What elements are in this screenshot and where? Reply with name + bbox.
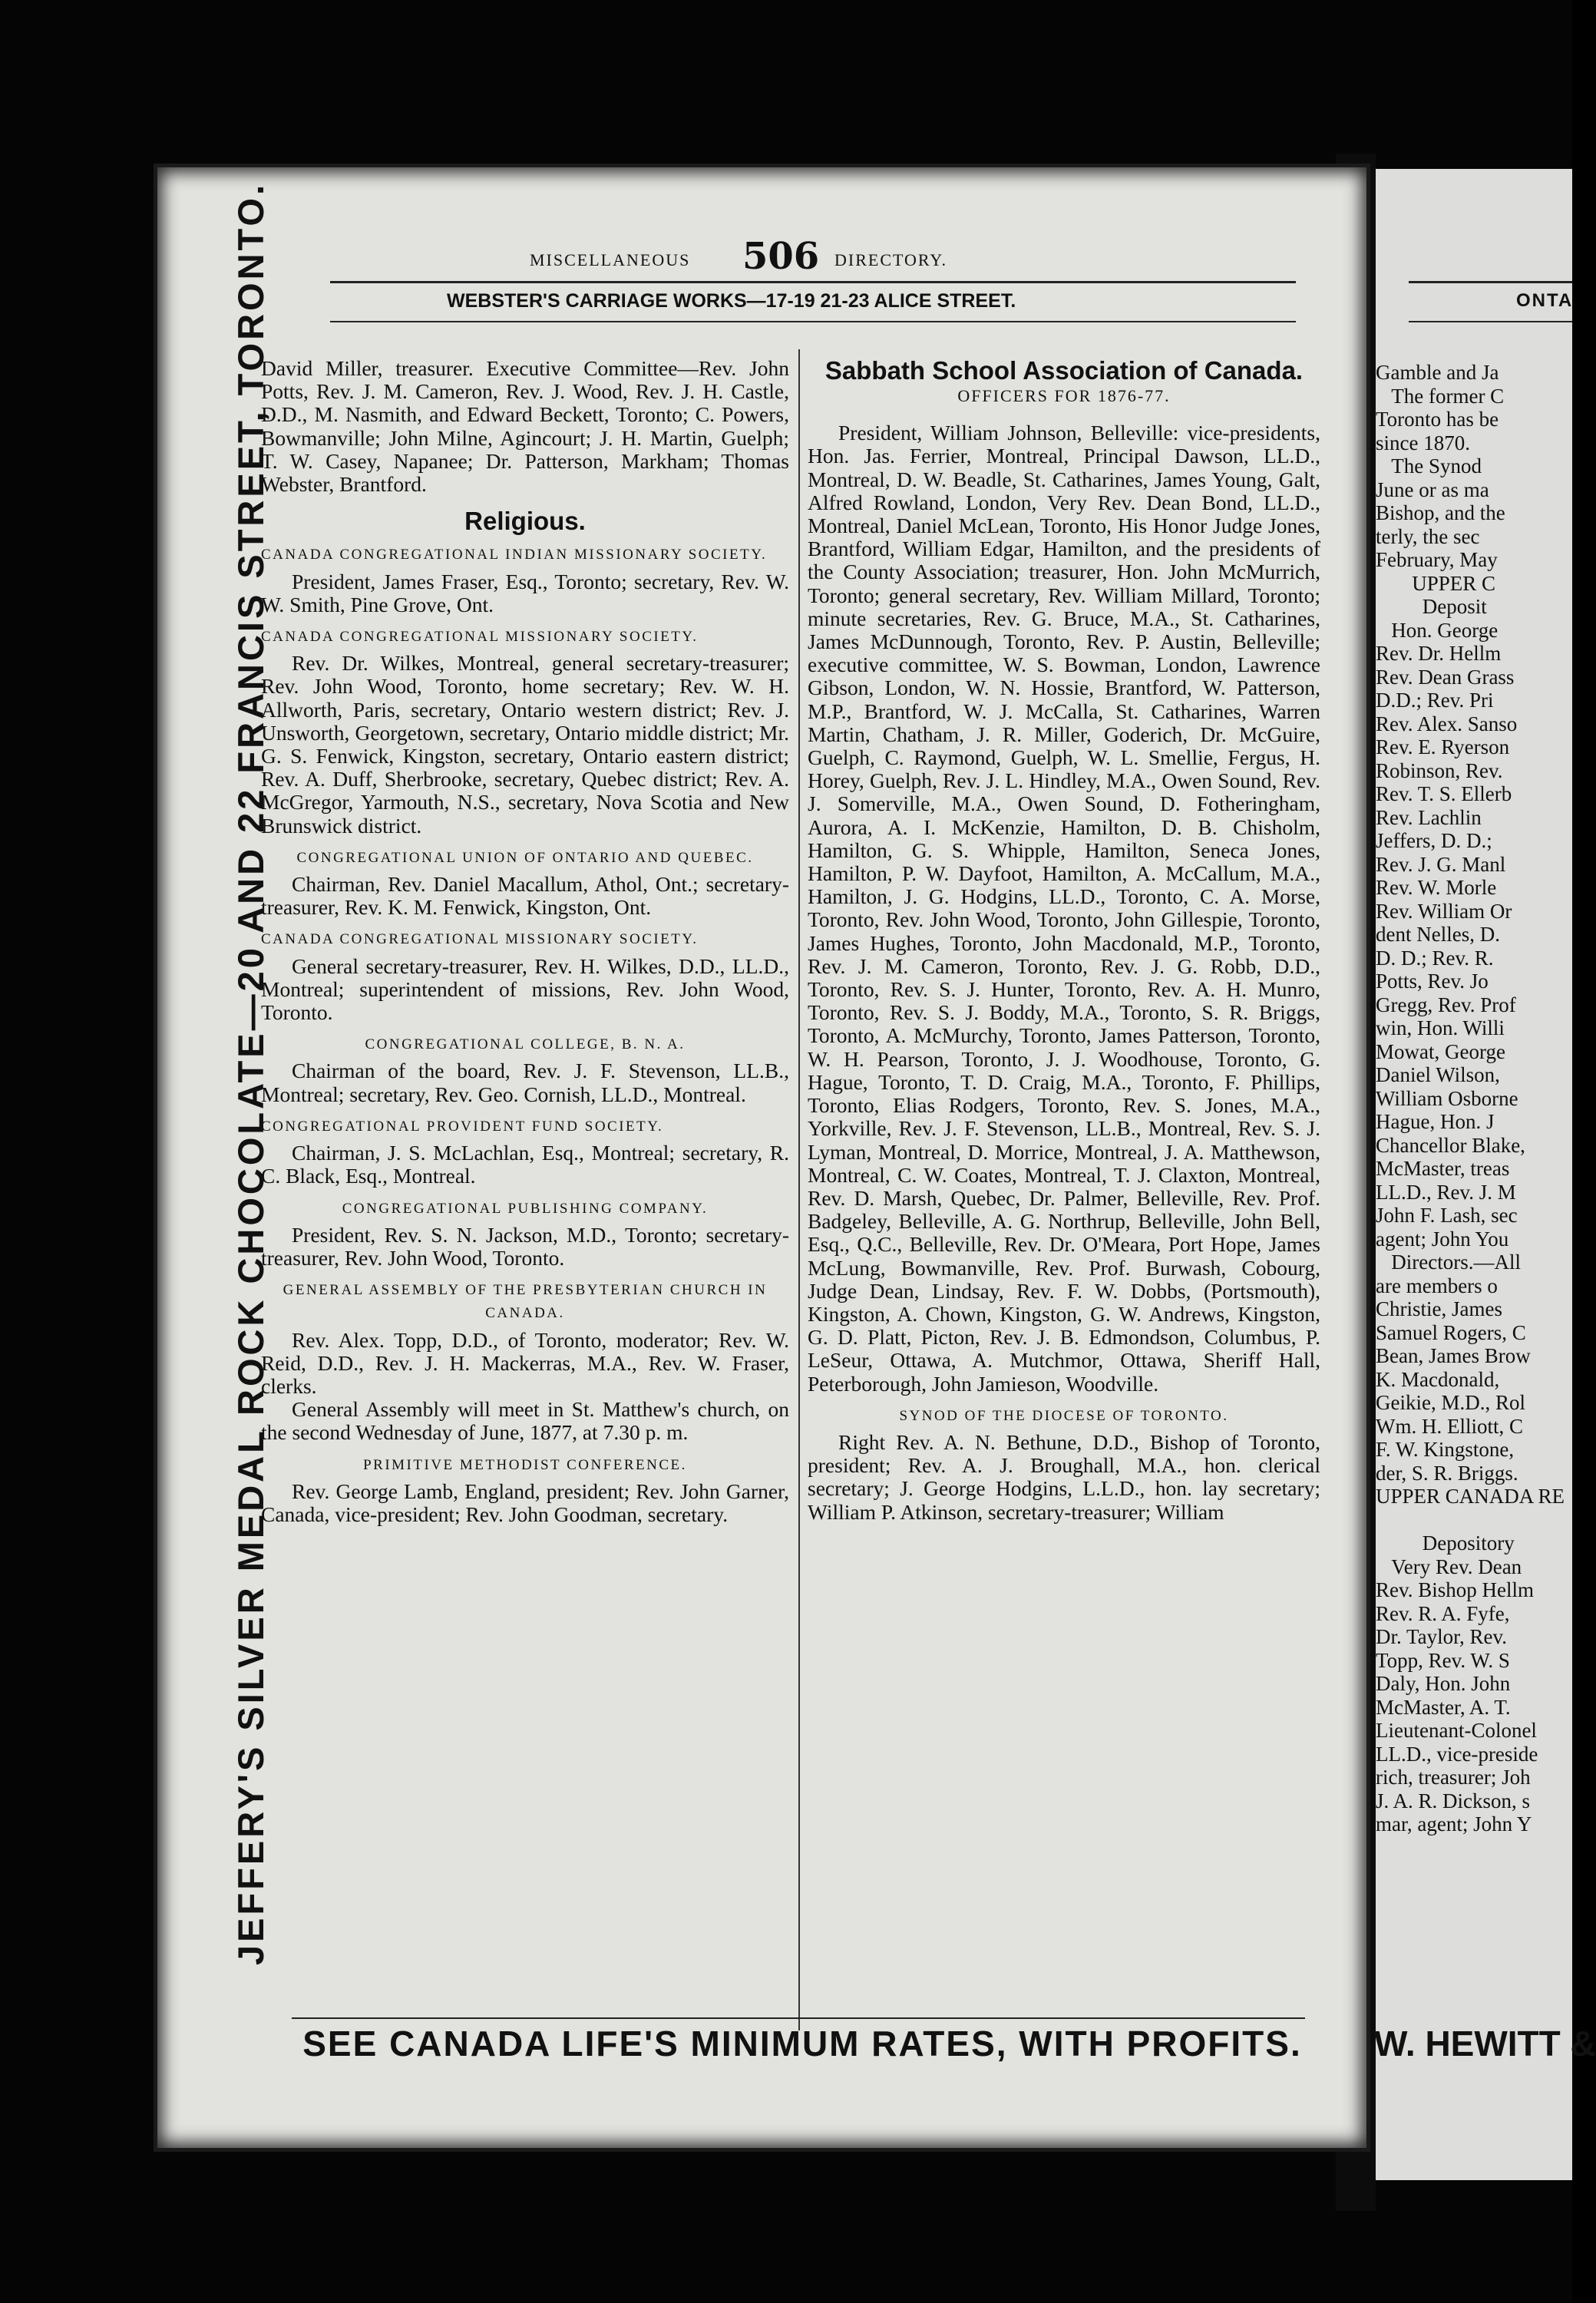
facing-page-line: Topp, Rev. W. S — [1376, 1648, 1510, 1672]
entry-text: Rev. Alex. Topp, D.D., of Toronto, moderator; Rev. W. Reid, D.D., Rev. J. H. Mackerras, M.A., Rev. W. Fraser, clerks. — [261, 1327, 789, 1398]
sidebar-advert: JEFFERY'S SILVER MEDAL ROCK CHOCOLATE—20 AND 22 FRANCIS STREET, TORONTO. — [230, 181, 271, 1965]
column-divider — [798, 349, 800, 2030]
facing-page-line: LL.D., vice-preside — [1376, 1742, 1538, 1766]
section-title: Religious. — [464, 507, 586, 536]
facing-page-line: Deposit — [1376, 595, 1487, 618]
facing-page-line: Rev. W. Morle — [1376, 876, 1497, 899]
entry-text: Chairman, Rev. Daniel Macallum, Athol, Ont.; secretary-treasurer, Rev. K. M. Fenwick, Kingston, Ont. — [261, 872, 789, 920]
entry-text: General secretary-treasurer, Rev. H. Wilkes, D.D., LL.D., Montreal; superintendent of missions, Rev. John Wood, Toronto. — [261, 953, 789, 1025]
facing-page-line: Bishop, and the — [1376, 501, 1505, 524]
association-subtitle: OFFICERS FOR 1876-77. — [957, 386, 1171, 405]
facing-page-line: Rev. Bishop Hellm — [1376, 1578, 1534, 1601]
facing-page-line: The former C — [1376, 384, 1505, 408]
header-rule-lower — [330, 321, 1296, 322]
facing-page-line: Daly, Hon. John — [1376, 1672, 1511, 1695]
running-header — [376, 235, 1297, 278]
association-title: Sabbath School Association of Canada. — [824, 356, 1304, 385]
entry-text: Chairman, J. S. McLachlan, Esq., Montreal; secretary, R. C. Black, Esq., Montreal. — [261, 1141, 789, 1188]
facing-page-line: Hon. George — [1376, 618, 1499, 642]
facing-page-line: Gamble and Ja — [1376, 361, 1499, 384]
facing-page-line: D.D.; Rev. Pri — [1376, 689, 1494, 712]
facing-page-line: Rev. Dean Grass — [1376, 665, 1515, 689]
facing-page-line: Rev. E. Ryerson — [1376, 735, 1510, 758]
entry-heading: CONGREGATIONAL PROVIDENT FUND SOCIETY. — [261, 1118, 664, 1135]
facing-page-line: Daniel Wilson, — [1376, 1063, 1500, 1086]
synod-text: Right Rev. A. N. Bethune, D.D., Bishop of Toronto, president; Rev. A. J. Broughall, M.A., hon. clerical secretary; J. George Hodgins, L.L.D., hon. lay secretary; William P. Atkinson, secretary-treasurer; William — [808, 1429, 1320, 1524]
facing-page-line: D. D.; Rev. R. — [1376, 946, 1494, 970]
facing-page-line: der, S. R. Briggs. — [1376, 1461, 1518, 1485]
facing-header-rule-lower — [1409, 321, 1572, 322]
facing-page-line: The Synod — [1376, 454, 1482, 477]
facing-page-line: terly, the sec — [1376, 524, 1480, 548]
left-column — [261, 357, 789, 1526]
facing-page-line: J. A. R. Dickson, s — [1376, 1789, 1531, 1812]
facing-page-line: John F. Lash, sec — [1376, 1204, 1518, 1227]
facing-page-line: McMaster, treas — [1376, 1157, 1510, 1180]
facing-page-line: Samuel Rogers, C — [1376, 1320, 1526, 1344]
entry-text: President, Rev. S. N. Jackson, M.D., Toronto; secretary-treasurer, Rev. John Wood, Toronto. — [261, 1222, 789, 1270]
header-right-word: DIRECTORY. — [834, 250, 947, 269]
facing-header: ONTA — [1516, 290, 1574, 311]
entry-heading: GENERAL ASSEMBLY OF THE PRESBYTERIAN CHURCH IN CANADA. — [283, 1282, 768, 1322]
footer-advert: SEE CANADA LIFE'S MINIMUM RATES, WITH PROFITS. — [302, 2024, 1302, 2063]
header-rule — [330, 281, 1296, 283]
entry-text: General Assembly will meet in St. Matthew's church, on the second Wednesday of June, 1877, at 7.30 p. m. — [261, 1397, 789, 1445]
facing-page-line: Robinson, Rev. — [1376, 758, 1503, 782]
facing-page-line: Rev. R. A. Fyfe, — [1376, 1601, 1510, 1625]
facing-header-rule — [1409, 281, 1572, 283]
middle-column — [808, 357, 1320, 1524]
entry-heading: CONGREGATIONAL COLLEGE, B. N. A. — [365, 1036, 686, 1053]
facing-page-line: Very Rev. Dean — [1376, 1555, 1522, 1578]
entry-heading: CANADA CONGREGATIONAL INDIAN MISSIONARY SOCIETY. — [261, 547, 768, 563]
facing-page-line: Geikie, M.D., Rol — [1376, 1391, 1525, 1414]
entry-heading: CANADA CONGREGATIONAL MISSIONARY SOCIETY. — [261, 629, 699, 646]
facing-page-line: UPPER CANADA RE — [1376, 1485, 1565, 1508]
facing-page-line: February, May — [1376, 548, 1498, 571]
facing-page-line: Dr. Taylor, Rev. — [1376, 1625, 1508, 1648]
facing-page-line: Rev. T. S. Ellerb — [1376, 782, 1512, 805]
facing-page-line: Christie, James — [1376, 1297, 1502, 1320]
facing-page-line: are members o — [1376, 1274, 1498, 1297]
intro-paragraph: David Miller, treasurer. Executive Committee—Rev. John Potts, Rev. J. M. Cameron, Rev. J. Wood, Rev. J. H. Castle, D.D., M. Nasmith, and Edward Beckett, Toronto; C. Powers, Bowmanville; John Milne, Agincourt; J. H. Martin, Guelph; T. W. Casey, Napanee; Dr. Patterson, Markham; Thomas Webster, Brantford. — [261, 356, 789, 497]
facing-page-line: F. W. Kingstone, — [1376, 1438, 1515, 1461]
facing-page-line: Hague, Hon. J — [1376, 1110, 1495, 1133]
entry-heading: CONGREGATIONAL UNION OF ONTARIO AND QUEBEC. — [296, 849, 754, 866]
facing-page-text — [1376, 361, 1575, 1836]
facing-page-line: win, Hon. Willi — [1376, 1016, 1505, 1039]
facing-page-line: Jeffers, D. D.; — [1376, 829, 1492, 852]
facing-page-line: Toronto has be — [1376, 408, 1499, 431]
entry-heading: PRIMITIVE METHODIST CONFERENCE. — [363, 1456, 687, 1473]
facing-page-line: UPPER C — [1376, 571, 1496, 595]
entry-text: Rev. George Lamb, England, president; Rev. John Garner, Canada, vice-president; Rev. John Goodman, secretary. — [261, 1479, 789, 1526]
facing-page-line: Rev. J. G. Manl — [1376, 852, 1506, 876]
facing-page-line: Directors.—All — [1376, 1251, 1521, 1274]
header-advert: WEBSTER'S CARRIAGE WORKS—17-19 21-23 ALICE STREET. — [447, 290, 1016, 312]
entry-heading: SYNOD OF THE DIOCESE OF TORONTO. — [899, 1407, 1229, 1424]
facing-footer: W. HEWITT & — [1374, 2024, 1596, 2063]
facing-page-line: Chancellor Blake, — [1376, 1133, 1525, 1157]
facing-page-line: dent Nelles, D. — [1376, 923, 1500, 946]
facing-page-line: Potts, Rev. Jo — [1376, 970, 1489, 993]
facing-page-line: agent; John You — [1376, 1227, 1509, 1251]
facing-page-line: Depository — [1376, 1531, 1515, 1555]
facing-page-line: McMaster, A. T. — [1376, 1695, 1511, 1719]
facing-page-line: June or as ma — [1376, 477, 1489, 501]
facing-page-line: Bean, James Brow — [1376, 1344, 1531, 1367]
entry-text: President, James Fraser, Esq., Toronto; secretary, Rev. W. W. Smith, Pine Grove, Ont. — [261, 569, 789, 616]
facing-page-line: Rev. Lachlin — [1376, 805, 1482, 829]
entry-text: Rev. Dr. Wilkes, Montreal, general secretary-treasurer; Rev. John Wood, Toronto, home secretary; Rev. W. H. Allworth, Paris, secretary, Ontario western district; Rev. J. Unsworth, Georgetown, secretary, Ontario middle district; Mr. G. S. Fenwick, Kingston, secretary, Ontario eastern district; Rev. A. Duff, Sherbrooke, secretary, Quebec district; Rev. A. McGregor, Yarmouth, N.S., secretary, Nova Scotia and New Brunswick district. — [261, 651, 789, 838]
entry-heading: CONGREGATIONAL PUBLISHING COMPANY. — [342, 1200, 709, 1217]
facing-page-line: LL.D., Rev. J. M — [1376, 1180, 1516, 1204]
facing-page-line: Rev. William Or — [1376, 899, 1512, 923]
facing-page-line — [1376, 1508, 1575, 1532]
facing-page-line: rich, treasurer; Joh — [1376, 1766, 1531, 1789]
facing-page-line: since 1870. — [1376, 431, 1470, 454]
entry-heading: CANADA CONGREGATIONAL MISSIONARY SOCIETY. — [261, 931, 699, 948]
association-officers: President, William Johnson, Belleville: vice-presidents, Hon. Jas. Ferrier, Montreal, Principal Dawson, LL.D., Montreal, D. W. Beadle, St. Catharines, James Young, Galt, Alfred Rowland, London, Very Rev. Dean Bond, LL.D., Montreal, Daniel McLean, Toronto, His Honor Judge Jones, Brantford, William Edgar, Hamilton, and the presidents of the County Association; treasurer, Hon. John McMurrich, Toronto; general secretary, Rev. William Millard, Toronto; minute secretaries, Rev. G. Bruce, M.A., St. Catharines, James McDunnough, Toronto, Rev. P. Austin, Belleville; executive committee, W. S. Bowman, London, Lawrence Gibson, London, W. N. Hossie, Brantford, W. Patterson, M.P., Brantford, W. J. McCalla, St. Catharines, Warren Martin, Chatham, J. R. Miller, Goderich, Dr. McGuire, Guelph, C. Raymond, Guelph, W. L. Smellie, Fergus, H. Horey, Guelph, Rev. J. L. Hindley, M.A., Owen Sound, Rev. J. Somerville, M.A., Owen Sound, D. Fotheringham, Aurora, A. I. McKenzie, Hamilton, D. B. Chisholm, Hamilton, G. S. Whipple, Hamilton, Seneca Jones, Hamilton, P. W. Dayfoot, Hamilton, A. McCallum, M.A., Hamilton, J. G. Hodgins, LL.D., Toronto, C. A. Morse, Toronto, Rev. John Wood, Toronto, John Gillespie, Toronto, James Hughes, Toronto, John Macdonald, M.P., Toronto, Rev. J. M. Cameron, Toronto, Rev. J. G. Robb, D.D., Toronto, Rev. S. J. Hunter, Toronto, Rev. A. H. Munro, Toronto, Rev. S. J. Boddy, M.A., Toronto, S. R. Briggs, Toronto, A. McMurchy, Toronto, James Patterson, Toronto, W. H. Pearson, Toronto, J. J. Woodhouse, Toronto, G. Hague, Toronto, T. D. Craig, M.A., Toronto, F. Phillips, Toronto, Elias Rodgers, Toronto, Rev. S. Jones, M.A., Yorkville, Rev. J. F. Stevenson, LL.B., Montreal, Rev. S. J. Lyman, Montreal, D. Morrice, Montreal, J. A. Matthewson, Montreal, C. W. Coates, Montreal, T. J. Claxton, Montreal, Rev. D. Marsh, Quebec, Dr. Palmer, Belleville, Rev. Prof. Badgeley, Belleville, A. G. Northrup, Belleville, John Bell, Esq., Q.C., Belleville, Rev. Dr. O'Meara, Port Hope, James McLung, Bowmanville, Rev. Prof. Burwash, Cobourg, Judge Dean, Lindsay, Rev. F. W. Dobbs, (Portsmouth), Kingston, A. Chown, Kingston, G. W. Andrews, Kingston, G. D. Platt, Picton, Rev. J. B. Edmondson, Columbus, P. LeSeur, Ottawa, A. Mutchmor, Ottawa, Sheriff Hall, Peterborough, John Jamieson, Woodville. — [808, 421, 1320, 1396]
facing-page-line: Rev. Dr. Hellm — [1376, 642, 1502, 665]
facing-page-line: Lieutenant-Colonel — [1376, 1719, 1537, 1742]
facing-page-line: mar, agent; John Y — [1376, 1812, 1532, 1835]
header-left-word: MISCELLANEOUS — [530, 250, 691, 269]
facing-page-line: K. Macdonald, — [1376, 1367, 1500, 1391]
footer-rule — [292, 2017, 1305, 2019]
entry-text: Chairman of the board, Rev. J. F. Stevenson, LL.B., Montreal; secretary, Rev. Geo. Cornish, LL.D., Montreal. — [261, 1059, 789, 1106]
facing-page-line: Wm. H. Elliott, C — [1376, 1414, 1523, 1438]
facing-page-line: Gregg, Rev. Prof — [1376, 993, 1516, 1016]
page-number: 506 — [742, 235, 820, 278]
facing-page-line: Mowat, George — [1376, 1039, 1505, 1063]
facing-page-line: Rev. Alex. Sanso — [1376, 712, 1518, 735]
facing-page-line: William Osborne — [1376, 1086, 1518, 1110]
